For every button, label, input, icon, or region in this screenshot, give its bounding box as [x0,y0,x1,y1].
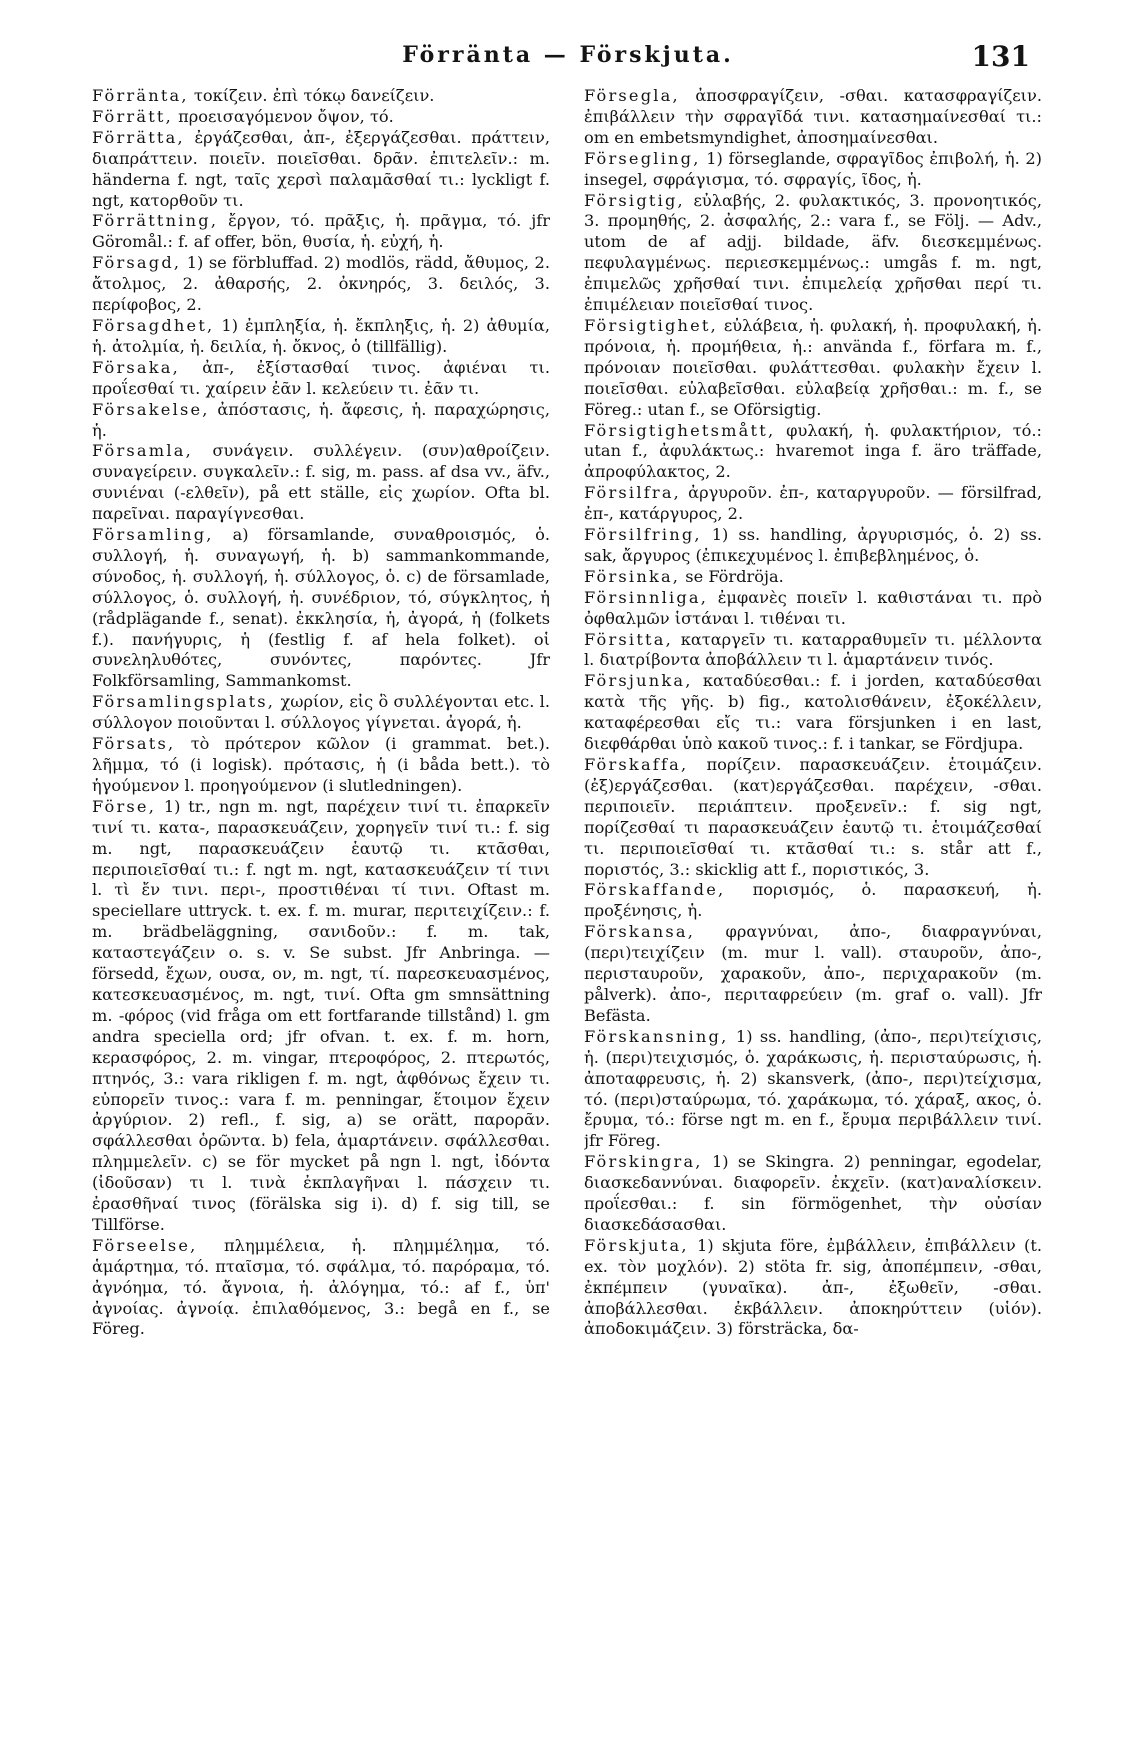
entry-text: ἐμφανὲς ποιεῖν l. καθιστάναι τι. πρὸ ὀφθαλμῶν ἱστάναι l. τιθέναι τι. [584,587,1042,628]
dictionary-entry [584,421,1042,484]
entry-text: 1) ἐμπληξία, ἡ. ἔκπληξις, ἡ. 2) ἀθυμία, ἡ. ἀτολμία, ἡ. δειλία, ἡ. ὄκνος, ὁ (tillfällig). [92,315,550,356]
page-number: 131 [971,40,1030,73]
entry-text: 1) se Skingra. 2) penningar, egodelar, διασκεδαννύναι. διαφορεῖν. ἐκχεῖν. (κατ)αναλίσκειν. προΐεσθαι.: f. sin förmögenhet, τὴν οὐσίαν διασκεδάσασθαι. [584,1152,1042,1234]
entry-text: ἀπόστασις, ἡ. ἄφεσις, ἡ. παραχώρησις, ἡ. [92,399,550,440]
entry-text: εὐλάβεια, ἡ. φυλακή, ἡ. προφυλακή, ἡ. πρόνοια, ἡ. προμήθεια, ἡ.: använda f., förfara m. f., πρόνοιαν ποιεῖσθαι. φυλάττεσθαι. φυλακὴν ἔχειν l. ποιεῖσθαι. εὐλαβεῖσθαι. εὐλαβείᾳ χρῆσθαι.: m. f., se Föreg.: utan f., se Oförsigtig. [584,315,1042,419]
entry-headword: Försagdhet, [92,315,215,335]
entry-headword: Förskjuta, [584,1235,689,1255]
dictionary-entry [92,797,550,1236]
entry-text: 1) skjuta före, ἐμβάλλειν, ἐπιβάλλειν (t. ex. τὸν μοχλόν). 2) stöta fr. sig, ἀποπέμπειν, -σθαι, ἐκπέμπειν (γυναῖκα). ἀπ-, ἐξωθεῖν, -σθαι. ἀποβάλλεσθαι. ἐκβάλλειν. ἀποκηρύττειν (υἱόν). ἀποδοκιμάζειν. 3) försträcka, δα- [584,1235,1042,1339]
entry-headword: Försegla, [584,86,680,105]
entry-text: 1) ss. handling, ἀργυρισμός, ὁ. 2) ss. sak, ἄργυρος (ἐπικεχυμένος l. ἐπιβεβλημένος, ὁ. [584,525,1042,565]
entry-text: πορισμός, ὁ. παρασκευή, ἡ. προξένησις, ἡ. [584,880,1042,921]
running-head [0,38,1136,78]
entry-text: a) församlande, συναθροισμός, ὁ. συλλογή, ἡ. συναγωγή, ἡ. b) sammankommande, σύνοδος, ἡ. συλλογή, ἡ. σύλλογος, ὁ. c) de församlade, σύλλογος, ὁ. συλλογή, ἡ. συνέδριον, τό, σύγκλητος, ἡ (rådplägande f., senat). ἐκκλησία, ἡ, ἀγορά, ἡ (folkets f.). πανήγυρις, ἡ (festlig f. af hela folket). οἱ συνεληλυθότες, συνόντες, παρόντες. Jfr Folkförsamling, Sammankomst. [92,525,550,691]
entry-headword: Försigtighetsmått, [584,420,776,440]
dictionary-entry [92,734,550,797]
dictionary-entry [92,86,550,107]
dictionary-entry [584,1152,1042,1236]
entry-text: ἀποσφραγίζειν, -σθαι. κατασφραγίζειν. ἐπιβάλλειν τὴν σφραγῖδά τινι. κατασημαίνεσθαί τι.: om en embetsmyndighet, ἀποσημαίνεσθαι. [584,86,1042,147]
entry-text: se Fördröja. [680,566,784,586]
entry-headword: Förränta, [92,86,189,105]
entry-headword: Försaka, [92,357,180,377]
entry-text: 1) ss. handling, (ἀπο-, περι)τείχισις, ἡ. (περι)τειχισμός, ὁ. χαράκωσις, ἡ. περισταύρωσις, ἡ. ἀποταφρευσις, ἡ. 2) skansverk, (ἀπο-, περι)τείχισμα, τό. (περι)σταύρωμα, τό. χαράκωμα, τό. χάραξ, ακος, ὁ. ἔρυμα, τό.: förse ngt m. en f., ἔρυμα περιβάλλειν τινί. jfr Föreg. [584,1026,1042,1151]
entry-text: τὸ πρότερον κῶλον (i grammat. bet.). λῆμμα, τό (i logisk). πρότασις, ἡ (i båda bett.). τὸ ἡγούμενον l. προηγούμενον (i slutledningen). [92,734,550,795]
entry-headword: Försigtig, [584,190,685,210]
entry-headword: Försitta, [584,629,673,649]
entry-headword: Förrätta, [92,127,185,147]
entry-headword: Församling, [92,525,214,545]
entry-headword: Församla, [92,441,193,461]
entry-text: πλημμέλεια, ἡ. πλημμέλημα, τό. ἁμάρτημα, τό. πταῖσμα, τό. σφάλμα, τό. παρόραμα, τό. ἀγνόημα, τό. ἄγνοια, ἡ. ἀλόγημα, τό.: af f., ὑπ' ἀγνοίας. ἀγνοίᾳ. ἐπιλαθόμενος, 3.: begå en f., se Föreg. [92,1235,550,1339]
dictionary-entry [92,525,550,692]
dictionary-entry [584,1236,1042,1341]
entry-text: φραγνύναι, ἀπο-, διαφραγνύναι, (περι)τειχίζειν (m. mur l. vall). σταυροῦν, ἀπο-, περισταυροῦν, χαρακοῦν, ἀπο-, περιχαρακοῦν (m. pålverk). ἀπο-, περιταφρεύειν (m. graf o. vall). Jfr Befästa. [584,922,1042,1025]
dictionary-entry [584,483,1042,525]
entry-text: καταργεῖν τι. καταρραθυμεῖν τι. μέλλοντα l. διατρίβοντα ἀποβάλλειν τι l. ἁμαρτάνειν τινός. [584,629,1042,670]
dictionary-entry [584,1027,1042,1152]
entry-text: ἀργυροῦν. ἐπ-, καταργυροῦν. — försilfrad, ἐπ-, κατάργυρος, 2. [584,483,1042,524]
entry-headword: Försilfra, [584,483,682,503]
dictionary-entry [584,755,1042,880]
entry-headword: Församlingsplats, [92,692,276,712]
dictionary-entry [92,107,550,128]
entry-headword: Försagd, [92,253,182,273]
entry-headword: Försigtighet, [584,315,718,335]
entry-text: ἐργάζεσθαι, ἀπ-, ἐξεργάζεσθαι. πράττειν, διαπράττειν. ποιεῖν. ποιεῖσθαι. δρᾶν. ἐπιτελεῖν.: m. händerna f. ngt, ταῖς χερσὶ παλαμᾶσθαί τι.: lyckligt f. ngt, κατορθοῦν τι. [92,127,550,210]
entry-headword: Försinnliga, [584,587,709,607]
dictionary-entry [92,316,550,358]
entry-text: 1) tr., ngn m. ngt, παρέχειν τινί τι. ἐπαρκεῖν τινί τι. κατα-, παρασκευάζειν, χορηγεῖν τινί τι.: f. sig m. ngt, παρασκευάζειν ἑαυτῷ τι. κτᾶσθαι, περιποιεῖσθαί τι.: f. ngt m. ngt, κατασκευάζειν τί τινι l. τὶ ἔν τινι. περι-, προστιθέναι τί τινι. Oftast m. speciellare uttryck. t. ex. f. m. murar, περιτειχίζειν.: f. m. brädbeläggning, σανιδοῦν.: f. m. tak, καταστεγάζειν o. s. v. Se subst. Jfr Anbringa. — försedd, ἔχων, ουσα, ον, m. ngt, τί. παρεσκευασμένος, κατεσκευασμένος, m. ngt, τινί. Ofta gm smnsättning m. -φόρος (vid fråga om ett fortfarande tillstånd) l. gm andra speciella ord; jfr ofvan. t. ex. f. m. horn, κερασφόρος, 2. m. vingar, πτεροφόρος, 2. πτερωτός, πτηνός, 3.: vara rikligen f. m. ngt, ἀφθόνως ἔχειν τι. εὐπορεῖν τινος.: vara f. m. penningar, ἕτοιμον ἔχειν ἀργύριον. 2) refl., f. sig, a) se orätt, παρορᾶν. σφάλλεσθαι ὁρῶντα. b) fela, ἁμαρτάνειν. σφάλλεσθαι. πλημμελεῖν. c) se för mycket på ngn l. ngt, ἰδόντα (ἰδοῦσαν) τι l. τινὰ ἐκπλαγῆναι l. πάσχειν τι. ἐρασθῆναί τινος (förälska sig i). d) f. sig till, se Tillförse. [92,796,550,1234]
entry-headword: Förskingra, [584,1152,703,1172]
entry-headword: Förskaffa, [584,755,689,774]
entry-text: ἔργον, τό. πρᾶξις, ἡ. πρᾶγμα, τό. jfr Göromål.: f. af offer, bön, θυσία, ἡ. εὐχή, ἡ. [92,211,550,252]
entry-headword: Förseelse, [92,1235,198,1255]
entry-headword: Försinka, [584,566,681,586]
entry-headword: Förse, [92,796,157,816]
dictionary-entry [92,1236,550,1341]
entry-headword: Försats, [92,734,176,754]
dictionary-entry [584,316,1042,421]
dictionary-entry [92,211,550,253]
dictionary-entry [584,149,1042,191]
entry-text: φυλακή, ἡ. φυλακτήριον, τό.: utan f., ἀφυλάκτως.: hvaremot inga f. äro träffade, ἀπροφύλακτος, 2. [584,420,1042,482]
dictionary-entry [92,128,550,212]
dictionary-entry [92,253,550,316]
dictionary-entry [92,358,550,400]
dictionary-entry [584,671,1042,755]
right-column [584,86,1042,1706]
entry-text: χωρίον, εἰς ὃ συλλέγονται etc. l. σύλλογον ποιοῦνται l. σύλλογος γίγνεται. ἀγορά, ἡ. [92,692,550,733]
left-column [92,86,550,1706]
dictionary-entry [584,567,1042,588]
dictionary-entry [584,630,1042,672]
dictionary-entry [584,880,1042,922]
dictionary-entry [92,692,550,734]
running-title: Förränta — Förskjuta. [402,42,734,68]
entry-headword: Förrättning, [92,211,219,231]
dictionary-entry [92,441,550,525]
dictionary-entry [584,922,1042,1027]
entry-headword: Försakelse, [92,399,210,419]
entry-headword: Förskansa, [584,922,696,942]
entry-headword: Försilfring, [584,525,702,545]
entry-text: ἀπ-, ἐξίστασθαί τινος. ἀφιέναι τι. προΐεσθαί τι. χαίρειν ἐᾶν l. κελεύειν τι. ἐᾶν τι. [92,357,550,398]
entry-headword: Försjunka, [584,671,693,691]
dictionary-entry [584,86,1042,149]
entry-headword: Förskaffande, [584,880,726,900]
entry-text: συνάγειν. συλλέγειν. (συν)αθροίζειν. συναγείρειν. συγκαλεῖν.: f. sig, m. pass. af dsa vv., äfv., συνιέναι (-ελθεῖν), på ett ställe, εἰς χωρίον. Ofta bl. παρεῖναι. παραγίγνεσθαι. [92,441,550,524]
entry-text: εὐλαβής, 2. φυλακτικός, 3. προνοητικός, 3. προμηθής, 2. ἀσφαλής, 2.: vara f., se Följ. — Adv., utom de af adjj. bildade, äfv. διεσκεμμένως. πεφυλαγμένως. περιεσκεμμένως.: umgås f. m. ngt, ἐπιμελῶς χρῆσθαί τινι. ἐπιμελείᾳ χρῆσθαι περί τι. ἐπιμέλειαν ποιεῖσθαί τινος. [584,190,1042,315]
entry-headword: Försegling, [584,148,701,168]
entry-text: καταδύεσθαι.: f. i jorden, καταδύεσθαι κατὰ τῆς γῆς. b) fig., κατολισθάνειν, ἐξοκέλλειν, καταφέρεσθαι εἴς τι.: vara försjunken i en last, διεφθάρθαι ὑπὸ κακοῦ τινος.: f. i tankar, se Fördjupa. [584,671,1042,754]
entry-text: 1) förseglande, σφραγῖδος ἐπιβολή, ἡ. 2) insegel, σφράγισμα, τό. σφραγίς, ῖδος, ἡ. [584,148,1042,189]
entry-text: πορίζειν. παρασκευάζειν. ἑτοιμάζειν. (ἐξ)εργάζεσθαι. (κατ)εργάζεσθαι. παρέχειν, -σθαι. περιποιεῖν. περιάπτειν. προξενεῖν.: f. sig ngt, πορίζεσθαί τι παρασκευάζειν ἑαυτῷ τι. ἑτοιμάζεσθαί τι. περιποιεῖσθαί τι. κτᾶσθαί τι.: s. står att f., ποριστός, 3.: skicklig att f., ποριστικός, 3. [584,755,1042,879]
entry-text: προεισαγόμενον ὄψον, τό. [172,106,394,126]
entry-headword: Förrätt, [92,106,173,126]
entry-headword: Förskansning, [584,1026,729,1046]
dictionary-entry [92,400,550,442]
entry-text: τοκίζειν. ἐπὶ τόκῳ δανείζειν. [188,86,435,105]
dictionary-entry [584,588,1042,630]
dictionary-entry [584,191,1042,316]
dictionary-entry [584,525,1042,567]
entry-text: 1) se förbluffad. 2) modlös, rädd, ἄθυμος, 2. ἄτολμος, 2. ἀθαρσής, 2. ὀκνηρός, 3. δειλός, 3. περίφοβος, 2. [92,253,550,315]
